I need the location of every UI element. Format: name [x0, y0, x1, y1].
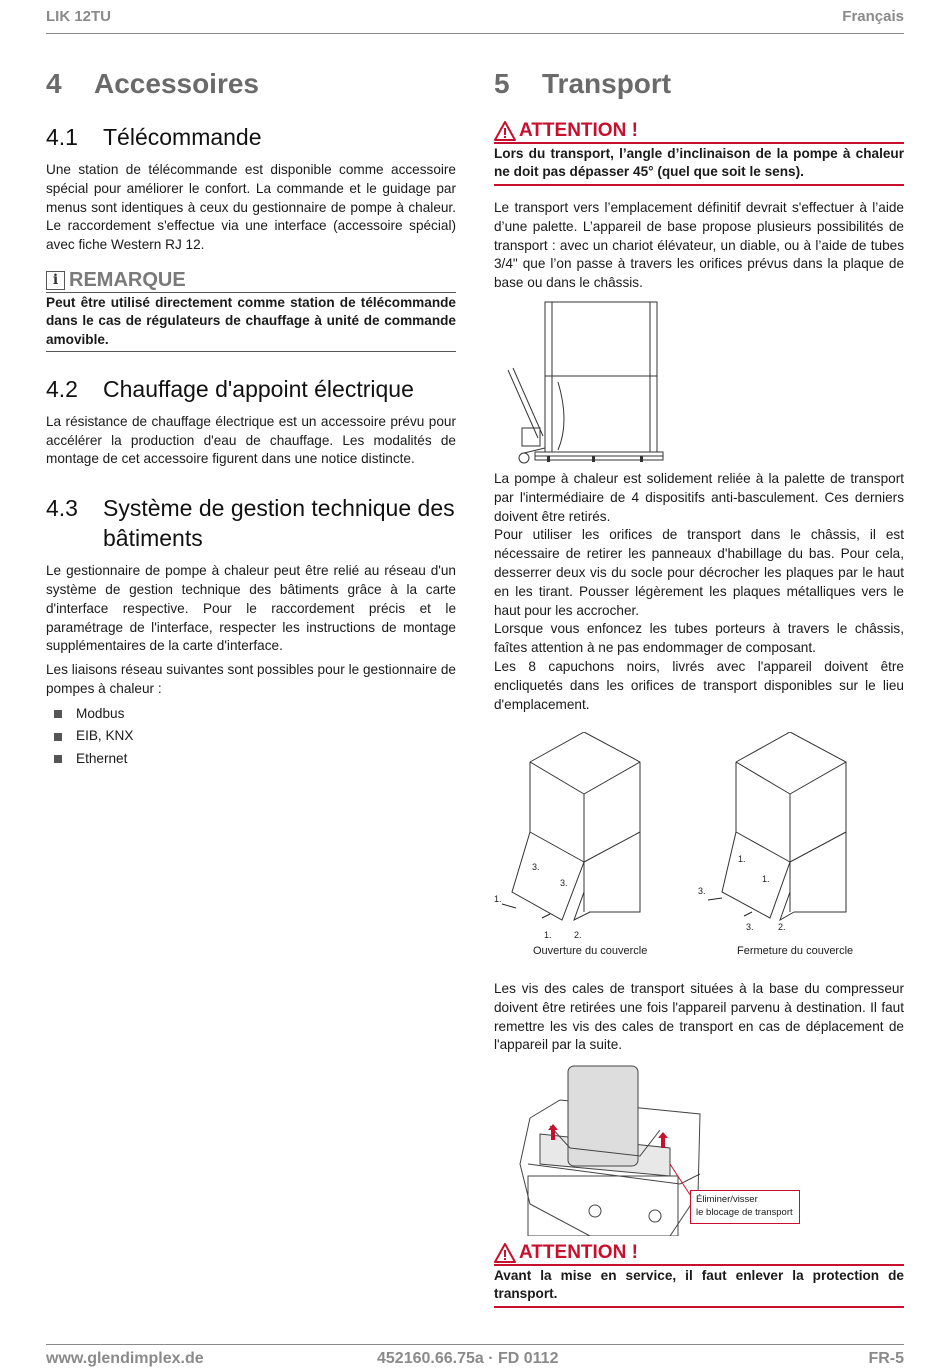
- section-4-1-heading: [46, 122, 456, 152]
- paragraph: Le transport vers l’emplacement définitif devrait s'effectuer à l’aide d’une palette. L’appareil de base propose plusieurs possibilités de transport : avec un chariot élévateur, un diable, ou à l’aide de tubes 3/4" que l’on passe à travers les orifices prévus dans la plaque de base ou dans le châssis.: [494, 200, 904, 291]
- bullet-square-icon: [54, 755, 62, 763]
- section-title: Chauffage d'appoint électrique: [103, 375, 414, 402]
- right-column: [494, 68, 904, 293]
- step-2-label: 2.: [574, 930, 582, 940]
- step-1-label-a: 1.: [494, 894, 502, 904]
- section-number: 4: [46, 68, 62, 99]
- attention-label: ATTENTION !: [519, 1242, 638, 1263]
- section-title: Système de gestion technique des bâtiments: [103, 495, 455, 552]
- step-3-label-b: 3.: [560, 878, 568, 888]
- step-2-label-b: 2.: [778, 922, 786, 932]
- section-title: Accessoires: [94, 68, 260, 99]
- left-column: [46, 68, 456, 770]
- list-item-label: EIB, KNX: [76, 728, 134, 744]
- caption-opening: Ouverture du couvercle: [533, 945, 648, 957]
- warning-triangle-icon: [494, 1243, 516, 1263]
- footer-page-number: FR-5: [868, 1350, 904, 1367]
- header-rule: [46, 33, 904, 34]
- paragraph: Les vis des cales de transport situées à la base du compresseur doivent être retirées une fois l'appareil parvenu à destination. Il faut remettre les vis des cales de transport en cas de déplacement de l'appareil par la suite.: [494, 981, 904, 1053]
- step-3-label-c: 3.: [698, 886, 706, 896]
- attention-header: [494, 120, 904, 142]
- list-item-label: Ethernet: [76, 750, 128, 766]
- paragraph: La pompe à chaleur est solidement reliée à la palette de transport par l'intermédiaire de 4 dispositifs anti-basculement. Ces derniers doivent être retirés.: [494, 471, 904, 524]
- network-list: [46, 703, 456, 771]
- paragraph: Pour utiliser les orifices de transport dans le châssis, il est nécessaire de retirer les panneaux d'habillage du bas. Pour cela, desserrer deux vis du socle pour décrocher les plaques par le haut en les tirant. Pousser légèrement les plaques métalliques vers le haut pour les accrocher.: [494, 527, 904, 618]
- paragraph: La résistance de chauffage électrique est un accessoire prévu pour accélérer la production d'eau de chauffage. Les modalités de montage de cet accessoire figurent dans une notice distincte.: [46, 413, 456, 467]
- section-4-heading: [46, 68, 456, 100]
- step-1-label-d: 1.: [762, 874, 770, 884]
- attention-block-2: [494, 1242, 904, 1308]
- bullet-square-icon: [54, 733, 62, 741]
- paragraph: Le gestionnaire de pompe à chaleur peut être relié au réseau d'un système de gestion technique des bâtiments grâce à la carte d'interface respective. Pour le raccordement précis et le paramétrage de l'interface, respecter les instructions de montage supplémentaires de la carte d'interface.: [46, 563, 456, 654]
- attention-text: Lors du transport, l’angle d’inclinaison de la pompe à chaleur ne doit pas dépasser 45° (quel que soit le sens).: [494, 142, 904, 186]
- list-item: [46, 748, 456, 771]
- note-header: [46, 269, 456, 292]
- paragraph: Les liaisons réseau suivantes sont possibles pour le gestionnaire de pompes à chaleur :: [46, 662, 456, 697]
- section-number: 4.2: [46, 375, 78, 402]
- step-3-label-a: 3.: [532, 862, 540, 872]
- cover-figures: [494, 732, 904, 942]
- list-item: [46, 703, 456, 726]
- section-title: Télécommande: [103, 124, 262, 150]
- section-title: Transport: [542, 68, 672, 99]
- paragraph: Lorsque vous enfoncez les tubes porteurs à travers le châssis, faîtes attention à ne pas endommager de composant.: [494, 621, 904, 656]
- section-number: 4.3: [46, 495, 78, 522]
- list-item-label: Modbus: [76, 705, 125, 721]
- section-4-2-heading: [46, 374, 456, 404]
- callout-line-1: Éliminer/visser: [696, 1194, 758, 1205]
- step-1-label-b: 1.: [544, 930, 552, 940]
- attention-header: [494, 1242, 904, 1264]
- paragraph: Une station de télécommande est disponible comme accessoire spécial pour améliorer le confort. La commande et le guidage par menus sont identiques à ceux du gestionnaire de pompe à chaleur. Le raccordement s'effectue via une interface (accessoire spécial) avec fiche Western RJ 12.: [46, 162, 456, 253]
- header-model: LIK 12TU: [46, 8, 112, 25]
- section-5-heading: [494, 68, 904, 100]
- right-column-cont: [494, 470, 904, 714]
- info-icon: i: [46, 271, 65, 290]
- step-1-label-c: 1.: [738, 854, 746, 864]
- attention-text: Avant la mise en service, il faut enlever la protection de transport.: [494, 1264, 904, 1308]
- footer-rule: [46, 1344, 904, 1345]
- callout-line-2: le blocage de transport: [696, 1207, 793, 1218]
- transport-lock-callout: [690, 1190, 800, 1224]
- attention-label: ATTENTION !: [519, 120, 638, 141]
- section-number: 4.1: [46, 124, 78, 150]
- warning-triangle-icon: [494, 121, 516, 141]
- caption-closing: Fermeture du couvercle: [737, 945, 854, 957]
- note-block: [46, 269, 456, 352]
- list-item: [46, 725, 456, 748]
- bullet-square-icon: [54, 710, 62, 718]
- section-number: 5: [494, 68, 510, 99]
- footer-website: www.glendimplex.de: [46, 1350, 204, 1367]
- note-text: Peut être utilisé directement comme station de télécommande dans le cas de régulateurs de chauffage à unité de commande amovible.: [46, 292, 456, 352]
- attention-block: [494, 120, 904, 186]
- section-4-3-heading: [46, 493, 456, 553]
- right-column-compressor: [494, 980, 904, 1055]
- paragraph: Les 8 capuchons noirs, livrés avec l'appareil doivent être encliquetés dans les orifices de transport disponibles sur le lieu d'emplacement.: [494, 658, 904, 712]
- step-3-label-d: 3.: [746, 922, 754, 932]
- header-language: Français: [842, 8, 904, 25]
- note-label: REMARQUE: [69, 268, 186, 291]
- footer-doc-number: 452160.66.75a · FD 0112: [377, 1350, 559, 1367]
- pallet-transport-figure: [500, 298, 670, 468]
